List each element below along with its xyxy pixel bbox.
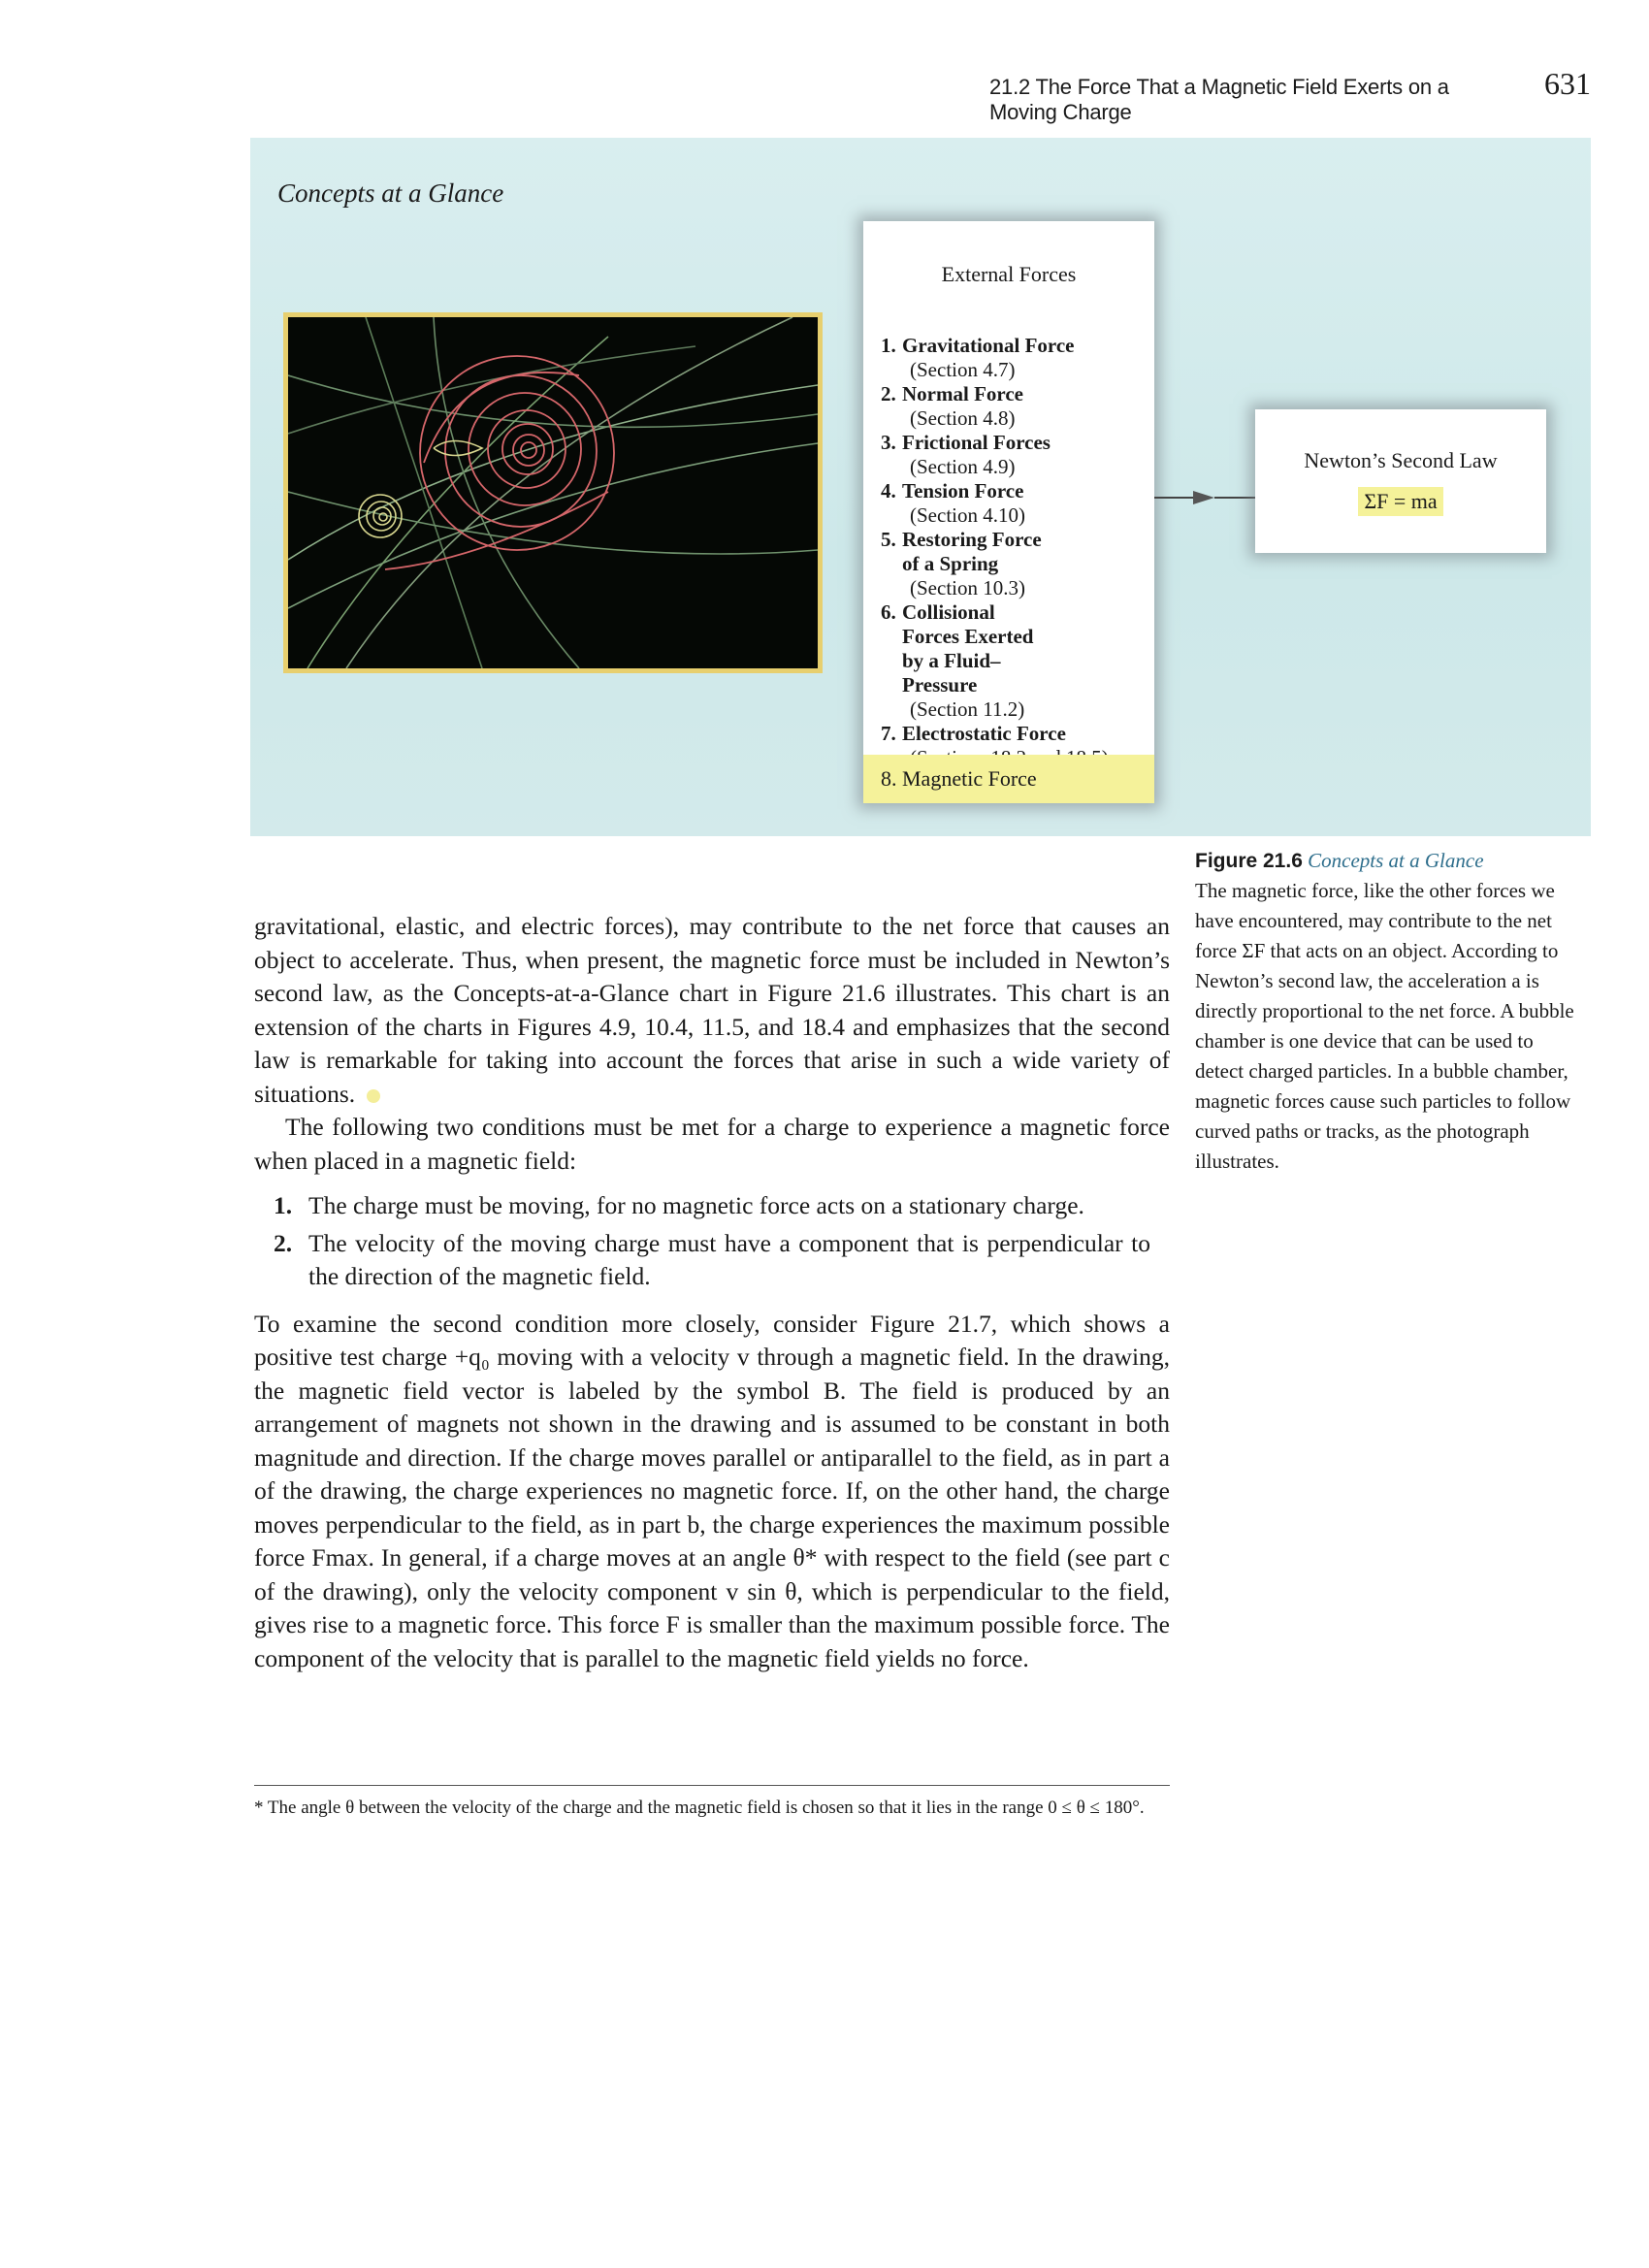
force-section: (Section 4.9) bbox=[910, 455, 1016, 478]
force-number: 5. bbox=[881, 528, 896, 551]
force-name: Collisional Forces Exerted by a Fluid–Pressure bbox=[902, 600, 1034, 697]
condition-number: 2. bbox=[274, 1228, 293, 1257]
force-section: (Section 11.2) bbox=[910, 697, 1025, 721]
force-section: (Section 4.8) bbox=[910, 406, 1016, 430]
force-name: Normal Force bbox=[902, 382, 1023, 405]
force-item bbox=[881, 479, 1152, 528]
newton-law-equation: ΣF = ma bbox=[1358, 487, 1442, 516]
force-item bbox=[881, 528, 1152, 600]
concepts-banner bbox=[250, 138, 1591, 836]
condition-text: The velocity of the moving charge must have a component that is perpendicular to the direction of the magnetic field. bbox=[308, 1228, 1150, 1290]
force-name: Restoring Force of a Spring bbox=[902, 528, 1042, 575]
force-item bbox=[881, 382, 1152, 431]
caption-title: Concepts at a Glance bbox=[1308, 849, 1484, 872]
caption-text: The magnetic force, like the other forces we have encountered, may contribute to the net force ΣF that acts on an object. According to Newton’s second law, the acceleration a is directly proportional to the net force. A bubble chamber is one device that can be used to detect charged particles. In a bubble chamber, magnetic forces cause such particles to follow curved paths or tracks, as the photograph illustrates. bbox=[1195, 879, 1574, 1173]
banner-label: Concepts at a Glance bbox=[277, 178, 504, 208]
force-item bbox=[881, 600, 1152, 722]
force-number: 6. bbox=[881, 600, 896, 624]
force-name: Electrostatic Force bbox=[902, 722, 1066, 745]
running-header bbox=[989, 66, 1591, 124]
paragraph bbox=[254, 910, 1170, 1111]
header-title: 21.2 The Force That a Magnetic Field Exerts on a Moving Charge bbox=[989, 75, 1449, 124]
magnetic-force-highlight: 8. Magnetic Force bbox=[863, 755, 1154, 803]
force-name: Tension Force bbox=[902, 479, 1024, 502]
force-item bbox=[881, 431, 1152, 479]
force-number: 3. bbox=[881, 431, 896, 454]
force-number: 2. bbox=[881, 382, 896, 405]
condition-text: The charge must be moving, for no magnetic force acts on a stationary charge. bbox=[308, 1191, 1084, 1219]
force-number: 7. bbox=[881, 722, 896, 745]
caption-label: Figure 21.6 bbox=[1195, 850, 1303, 872]
external-forces-list bbox=[881, 334, 1152, 770]
page-number: 631 bbox=[1544, 66, 1591, 101]
conditions-list bbox=[254, 1189, 1170, 1294]
bubble-chamber-photo bbox=[283, 312, 823, 673]
force-section: (Section 10.3) bbox=[910, 576, 1025, 599]
condition-item bbox=[254, 1227, 1170, 1294]
force-section: (Section 4.7) bbox=[910, 358, 1016, 381]
external-forces-box bbox=[863, 221, 1154, 803]
newton-second-law-box bbox=[1255, 409, 1546, 553]
force-section: (Section 4.10) bbox=[910, 503, 1025, 527]
force-number: 1. bbox=[881, 334, 896, 357]
force-name: Frictional Forces bbox=[902, 431, 1051, 454]
force-item bbox=[881, 334, 1152, 382]
footnote-divider bbox=[254, 1785, 1170, 1786]
paragraph: To examine the second condition more closely, consider Figure 21.7, which shows a positive test charge +q₀ moving with a velocity v through a magnetic field. In the drawing, the magnetic field vector is labeled by the symbol B. The field is produced by an arrangement of magnets not shown in the drawing and is assumed to be constant in both magnitude and direction. If the charge moves parallel or antiparallel to the field, as in part a of the drawing, the charge experiences no magnetic force. If, on the other hand, the charge moves perpendicular to the field, as in part b, the charge experiences the maximum possible force Fmax. In general, if a charge moves at an angle θ* with respect to the field (see part c of the drawing), only the velocity component v sin θ, which is perpendicular to the field, gives rise to a magnetic force. This force F is smaller than the maximum possible force. The component of the velocity that is parallel to the magnetic field yields no force. bbox=[254, 1309, 1170, 1672]
figure-caption bbox=[1195, 846, 1583, 1177]
newton-law-title: Newton’s Second Law bbox=[1304, 448, 1498, 472]
paragraph-text: gravitational, elastic, and electric forces), may contribute to the net force that causes an object to accelerate. Thus, when present, the magnetic force must be included in Newton’s second law, as the Concepts-at-a-Glance chart in Figure 21.6 illustrates. This chart is an extension of the charts in Figures 4.9, 10.4, 11.5, and 18.4 and emphasizes that the second law is remarkable for taking into account the forces that arise in such a wide variety of situations. bbox=[254, 912, 1170, 1108]
body-text bbox=[254, 910, 1170, 1675]
condition-item bbox=[254, 1189, 1170, 1223]
bubble-chamber-tracks bbox=[288, 317, 818, 668]
condition-number: 1. bbox=[274, 1191, 293, 1219]
paragraph: The following two conditions must be met for a charge to experience a magnetic force when placed in a magnetic field: bbox=[254, 1113, 1170, 1175]
footnote: * The angle θ between the velocity of the charge and the magnetic field is chosen so that it lies in the range 0 ≤ θ ≤ 180°. bbox=[254, 1798, 1145, 1818]
external-forces-title: External Forces bbox=[941, 262, 1077, 286]
force-number: 4. bbox=[881, 479, 896, 502]
force-name: Gravitational Force bbox=[902, 334, 1075, 357]
marker-dot-icon bbox=[367, 1089, 380, 1103]
